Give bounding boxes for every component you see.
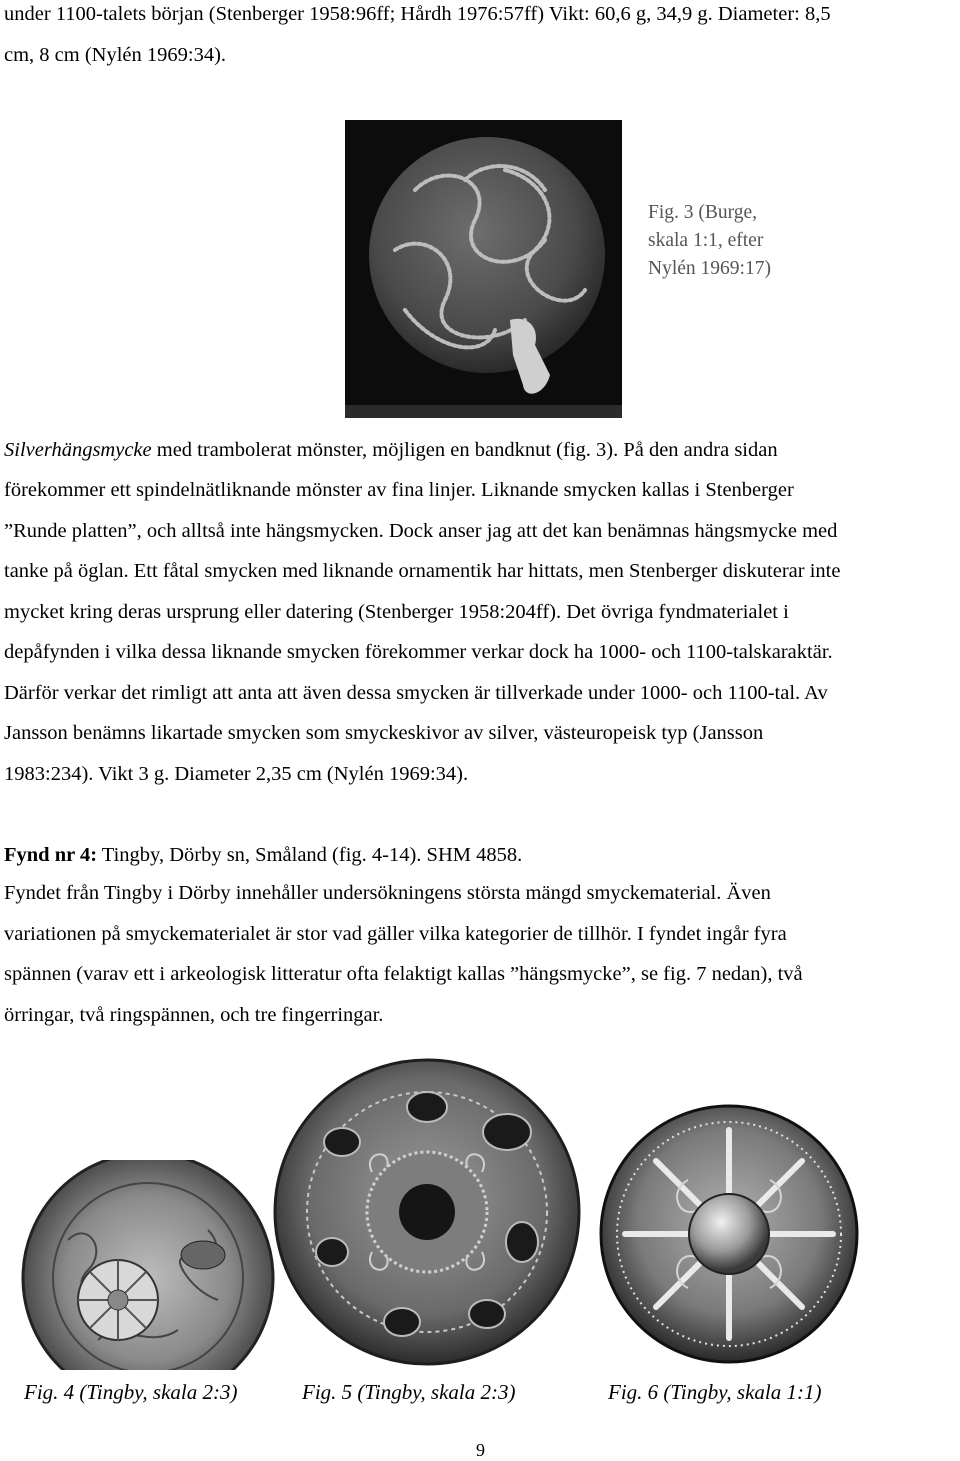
page-number: 9 (476, 1440, 485, 1460)
text-line: mycket kring deras ursprung eller datering (Stenberger 1958:204ff). Det övriga fyndmaterialet i (4, 601, 789, 623)
text-line: Därför verkar det rimligt att anta att även dessa smycken är tillverkade under 1000- och 1100-tal. Av (4, 682, 828, 704)
text-line: tanke på öglan. Ett fåtal smycken med liknande ornamentik har hittats, men Stenberger diskuterar inte (4, 560, 841, 582)
text-line: variationen på smyckematerialet är stor vad gäller vilka kategorier de tillhör. I fyndet ingår fyra (4, 923, 787, 945)
italic-term: Silverhängsmycke (4, 439, 152, 461)
fig3-photo (345, 120, 622, 418)
fig5-caption: Fig. 5 (Tingby, skala 2:3) (302, 1380, 516, 1404)
fig3-caption-line: Nylén 1969:17) (648, 258, 771, 279)
text-span: med trambolerat mönster, möjligen en bandknut (fig. 3). På den andra sidan (151, 439, 778, 461)
text-line: örringar, två ringspännen, och tre fingerringar. (4, 1004, 384, 1026)
fig6-caption: Fig. 6 (Tingby, skala 1:1) (608, 1380, 822, 1404)
text-line: Jansson benämns likartade smycken som smyckeskivor av silver, västeuropeisk typ (Jansson (4, 722, 764, 744)
fig4-photo (8, 1160, 288, 1370)
fig3-caption-line: Fig. 3 (Burge, (648, 202, 758, 223)
text-line: under 1100-talets början (Stenberger 1958:96ff; Hårdh 1976:57ff) Vikt: 60,6 g, 34,9 g. Diameter: 8,5 (4, 3, 831, 25)
fig3-caption-line: skala 1:1, efter (648, 230, 764, 251)
text-line: Fyndet från Tingby i Dörby innehåller undersökningens största mängd smyckematerial. Även (4, 882, 771, 904)
text-line: depåfynden i vilka dessa liknande smycken förekommer verkar dock ha 1000- och 1100-talskaraktär. (4, 641, 833, 663)
fig5-photo (272, 1052, 582, 1370)
text-line (4, 438, 778, 462)
text-line: cm, 8 cm (Nylén 1969:34). (4, 44, 227, 66)
text-line: 1983:234). Vikt 3 g. Diameter 2,35 cm (Nylén 1969:34). (4, 763, 469, 785)
text-line: ”Runde platten”, och alltså inte hängsmycken. Dock anser jag att det kan benämnas hängsmycke med (4, 520, 838, 542)
fig6-photo (598, 1100, 860, 1368)
text-span: Tingby, Dörby sn, Småland (fig. 4-14). SHM 4858. (97, 844, 523, 866)
fig4-caption: Fig. 4 (Tingby, skala 2:3) (24, 1380, 238, 1404)
text-line: förekommer ett spindelnätliknande mönster av fina linjer. Liknande smycken kallas i Stenberger (4, 479, 794, 501)
text-line: spännen (varav ett i arkeologisk litteratur ofta felaktigt kallas ”hängsmycke”, se fig. 7 nedan), två (4, 963, 803, 985)
heading-bold: Fynd nr 4: (4, 844, 98, 866)
section-heading (4, 843, 522, 867)
